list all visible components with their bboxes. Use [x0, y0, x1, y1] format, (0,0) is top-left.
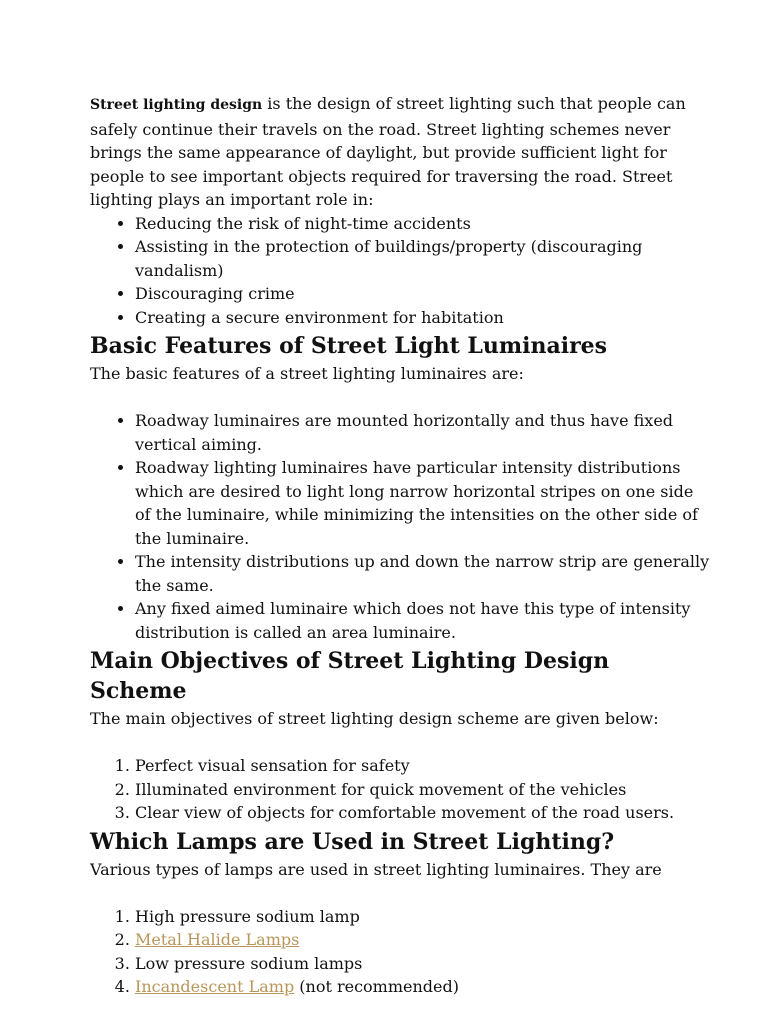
list-item: • Reducing the risk of night-time accidents [135, 212, 710, 236]
list-item: 3. Clear view of objects for comfortable movement of the road users. [135, 801, 710, 825]
intro-bold-term: Street lighting design [90, 97, 263, 113]
features-lead: The basic features of a street lighting luminaires are: [90, 364, 524, 383]
document-body [90, 92, 710, 999]
list-item: • Assisting in the protection of buildings/property (discouraging vandalism) [135, 235, 710, 282]
incandescent-lamp-link[interactable]: Incandescent Lamp [135, 977, 295, 996]
lamp-suffix: (not recommended) [294, 977, 459, 996]
lamps-heading: Which Lamps are Used in Street Lighting? [90, 828, 615, 855]
list-item [135, 975, 710, 999]
intro-list [90, 212, 710, 330]
spacer [90, 731, 710, 755]
list-item: • Discouraging crime [135, 282, 710, 306]
list-item: • Roadway luminaires are mounted horizontally and thus have fixed vertical aiming. [135, 409, 710, 456]
spacer [90, 386, 710, 410]
list-item: • Roadway lighting luminaires have particular intensity distributions which are desired to light long narrow horizontal stripes on one side of the luminaire, while minimizing the intensities on the other side of the luminaire. [135, 456, 710, 550]
list-item: 1. Perfect visual sensation for safety [135, 754, 710, 778]
list-item [135, 905, 710, 929]
objectives-list [90, 754, 710, 825]
intro-paragraph [90, 92, 710, 212]
features-list [90, 409, 710, 644]
lamps-list [90, 905, 710, 999]
list-item: 2. Illuminated environment for quick movement of the vehicles [135, 778, 710, 802]
intro-text: is the design of street lighting such that people can safely continue their travels on the road. Street lighting schemes never brings the same appearance of daylight, but provide sufficient light for people to see important objects required for traversing the road. Street lighting plays an important role in: [90, 94, 686, 209]
lamp-text: Low pressure sodium lamps [135, 953, 363, 973]
lamps-lead: Various types of lamps are used in street lighting luminaires. They are [90, 859, 662, 879]
list-item [135, 928, 710, 952]
list-item: • Creating a secure environment for habitation [135, 306, 710, 330]
features-heading: Basic Features of Street Light Luminaires [90, 333, 608, 359]
objectives-lead: The main objectives of street lighting design scheme are given below: [90, 709, 659, 728]
list-item: • The intensity distributions up and down the narrow strip are generally the same. [135, 550, 710, 597]
list-item [135, 952, 710, 976]
metal-halide-lamps-link[interactable]: Metal Halide Lamps [135, 930, 300, 949]
objectives-heading: Main Objectives of Street Lighting Design Scheme [90, 648, 610, 704]
lamp-text: High pressure sodium lamp [135, 906, 360, 926]
list-item: • Any fixed aimed luminaire which does not have this type of intensity distribution is called an area luminaire. [135, 597, 710, 644]
spacer [90, 881, 710, 905]
